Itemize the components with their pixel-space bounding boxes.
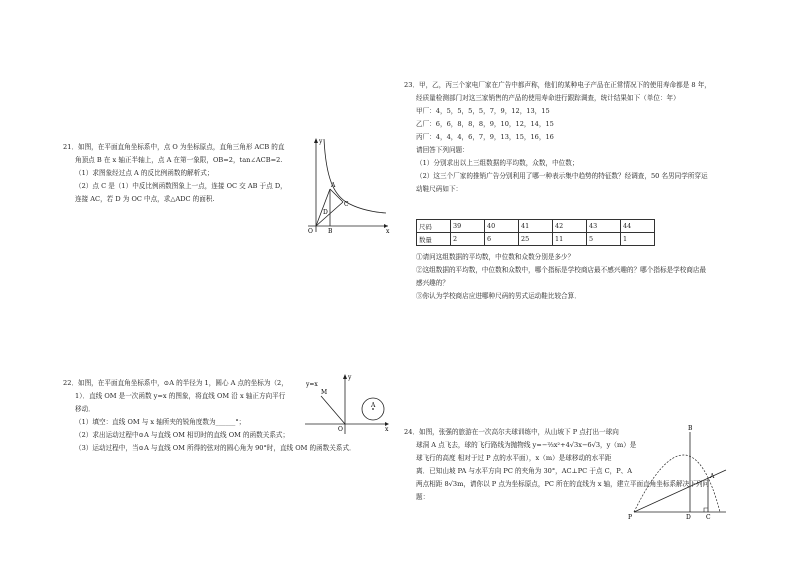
q23-line-5: 丙厂：4，4，4，6，7，9，13，15，16，16 — [416, 133, 554, 141]
q23-line-10: ①请问这组数据的平均数，中位数和众数分别是多少？ — [416, 253, 575, 261]
q22-line-3: 移动． — [75, 405, 95, 413]
q24-line-6: 题： — [416, 493, 430, 501]
q22-line-2: 1）．直线 OM 是一次函数 y=x 的图象，将直线 OM 沿 x 轴正方向平行 — [75, 392, 286, 400]
q21-fig-b: B — [328, 228, 333, 234]
table-cell: 1 — [621, 233, 655, 246]
q23-line-2: 经质量检测部门对这三家销售的产品的使用寿命进行跟踪调查，统计结果如下（单位：年） — [416, 94, 680, 102]
q23-line-8: （2）这三个厂家的推销广告分别利用了哪一种表示集中趋势的特征数？经调查，50 名男同学所穿运 — [416, 172, 708, 180]
q24-figure — [628, 420, 728, 520]
q24-line-3: 球飞行的高度 相对于过 P 点的水平面），x（m）是球移动的水平距 — [416, 454, 612, 462]
table-row — [417, 220, 655, 233]
table-cell: 40 — [485, 220, 519, 233]
q24-fig-p: P — [628, 514, 633, 520]
q23-line-7: （1）分别求出以上三组数据的平均数，众数，中位数； — [416, 159, 579, 167]
q21-fig-o: O — [308, 228, 313, 234]
q24-line-5: 两点相距 8√3m，请你以 P 点为坐标原点，PC 所在的直线为 x 轴，建立平面直角坐标系解决下列问 — [416, 480, 710, 488]
q23-line-3: 甲厂：4，5，5，5，5，7，9，12，13，15 — [416, 107, 550, 115]
q21-line-5: 连接 AC，若 D 为 OC 中点，求△ADC 的面积. — [75, 195, 215, 203]
q24-fig-b: B — [688, 425, 693, 432]
q23-line-6: 请回答下列问题： — [416, 146, 469, 154]
table-cell: 25 — [519, 233, 553, 246]
q22-figure — [303, 372, 393, 437]
q22-line-4: （1）填空：直线 OM 与 x 轴所夹的锐角度数为______°； — [75, 418, 246, 426]
table-cell: 5 — [587, 233, 621, 246]
q23-line-9: 动鞋尺码如下： — [416, 185, 463, 193]
table-cell: 41 — [519, 220, 553, 233]
q22-fig-a: A — [371, 402, 376, 409]
q21-line-2: 角顶点 B 在 x 轴正半轴上，点 A 在第一象限，OB=2，tan∠ACB=2. — [75, 156, 283, 164]
q24-fig-a: A — [710, 473, 715, 480]
q22-line-6: （3）运动过程中，当⊙A 与直线 OM 所得的弦对的圆心角为 90°时，直线 OM 的函数关系式． — [75, 444, 356, 452]
table-cell: 43 — [587, 220, 621, 233]
q23-line-13: ③你认为学校商店应进哪种尺码的男式运动鞋比较合算． — [416, 292, 581, 300]
question-23 — [404, 79, 711, 196]
q22-line-1: 22．如图，在平面直角坐标系中，⊙A 的半径为 1，圆心 A 点的坐标为（2， — [63, 379, 288, 387]
q21-fig-d: D — [323, 209, 328, 216]
q22-fig-o: O — [338, 426, 343, 433]
q24-line-4: 离．已知山坡 PA 与水平方向 PC 的夹角为 30°，AC⊥PC 于点 C，P、A — [416, 467, 633, 475]
q21-fig-x: x — [386, 228, 390, 234]
q23-line-1: 23．甲，乙，丙三个家电厂家在广告中都声称，他们的某种电子产品在正常情况下的使用寿命都是 8 年， — [404, 81, 711, 89]
q24-line-1: 24．如图，张强的旅游在一次高尔夫球训练中，从山坡下 P 点打出一球向 — [404, 428, 619, 436]
q21-fig-c: C — [344, 201, 349, 208]
table-row — [417, 233, 655, 246]
table-cell: 数量 — [417, 233, 451, 246]
q21-figure — [300, 134, 395, 234]
q21-fig-a: A — [331, 182, 336, 189]
table-cell: 尺码 — [417, 220, 451, 233]
question-21 — [63, 141, 287, 206]
table-cell: 2 — [451, 233, 485, 246]
q24-fig-c: C — [706, 514, 711, 520]
q22-fig-y: y — [348, 374, 352, 381]
question-23-subparts — [416, 251, 706, 303]
q22-fig-x: x — [385, 426, 389, 433]
table-cell: 6 — [485, 233, 519, 246]
q23-line-11: ②这组数据的平均数，中位数和众数中，哪个指标是学校商店最不感兴趣的？哪个指标是学校商店最 — [416, 266, 707, 274]
table-cell: 11 — [553, 233, 587, 246]
table-cell: 42 — [553, 220, 587, 233]
q22-fig-m: M — [321, 389, 328, 396]
shoe-size-table — [416, 219, 655, 246]
q21-line-4: （2）点 C 是（1）中反比例函数图象上一点，连接 OC 交 AB 于点 D， — [75, 182, 287, 190]
q22-line-5: （2）求出运动过程中⊙A 与直线 OM 相切时的直线 OM 的函数关系式； — [75, 431, 290, 439]
q21-fig-y: y — [319, 138, 323, 145]
q24-fig-d: D — [686, 514, 691, 520]
q21-line-1: 21．如图，在平面直角坐标系中，点 O 为坐标原点，直角三角形 ACB 的直 — [63, 143, 285, 151]
table-cell: 44 — [621, 220, 655, 233]
q21-line-3: （1）求图象经过点 A 的反比例函数的解析式； — [75, 169, 214, 177]
table-cell: 39 — [451, 220, 485, 233]
q23-line-12: 感兴趣的？ — [416, 279, 449, 287]
q23-line-4: 乙厂：6，6，8，8，8，9，10，12，14，15 — [416, 120, 554, 128]
q24-line-2: 球洞 A 点飞去，球的飞行路线为抛物线 y=−⅔x²+4√3x−6√3，y（m）是 — [416, 441, 637, 449]
q22-fig-eq: y=x — [306, 381, 318, 388]
